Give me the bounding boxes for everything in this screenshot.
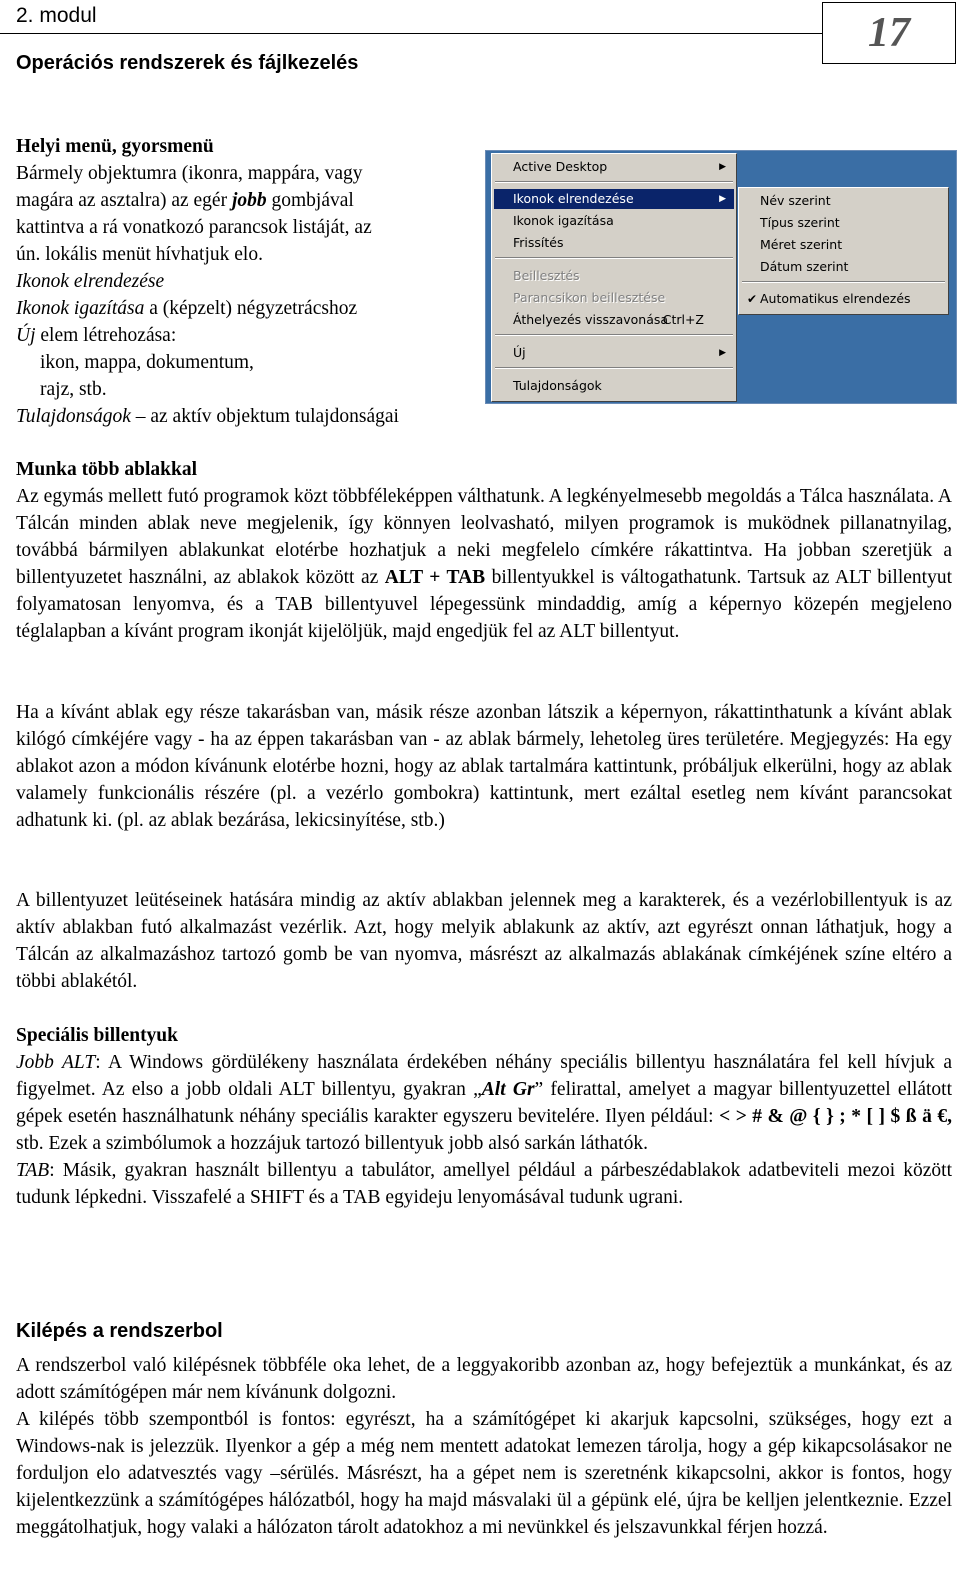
- arrange-icons-submenu: [738, 187, 949, 315]
- menu-item-undo-move[interactable]: Áthelyezés visszavonása Ctrl+Z: [494, 310, 734, 330]
- paragraph: Ha a kívánt ablak egy része takarásban van, másik része azonban látszik a képernyon, rákattinthatunk a kívánt ablak kilógó címkéjére vagy - ha az éppen takarásban van - az ablak bármely, lehetoleg üres területére. Megjegyzés: Ha egy ablakot azon a módon kívánunk elotérbe hozni, hogy az ablak tartalmára kattintunk, próbáljuk elkerülni, hogy az ablak valamely funkcionális részére (pl. a vezérlo gombokra) kattintunk, mert ezáltal esetleg nem kívánt parancsokat adhatunk ki. (pl. az ablak bezárása, lekicsinyítése, stb.): [16, 702, 952, 831]
- menu-item-refresh[interactable]: Frissítés: [513, 235, 564, 250]
- submenu-item-by-date[interactable]: Dátum szerint: [760, 259, 849, 274]
- submenu-item-auto-arrange[interactable]: ✔ Automatikus elrendezés: [741, 289, 946, 309]
- section-helyi-menu: [16, 133, 476, 430]
- submenu-item-by-type[interactable]: Típus szerint: [760, 215, 840, 230]
- paragraph: TAB: Másik, gyakran használt billentyu a tabulátor, amellyel például a párbeszédablakok adatbeviteli mezoi között tudunk lépkedni. Visszafelé a SHIFT és a TAB egyideju lenyomásával tudunk ugrani.: [16, 1160, 952, 1208]
- menu-item-paste: Beillesztés: [513, 268, 580, 283]
- menu-item-line-up-icons[interactable]: Ikonok igazítása: [513, 213, 614, 228]
- context-menu: [491, 153, 737, 402]
- section-munka-tobb-ablakkal: [16, 456, 952, 645]
- section-kilepes: [16, 1352, 952, 1541]
- context-menu-screenshot: [485, 150, 957, 404]
- text-line: Bármely objektumra (ikonra, mappára, vagy: [16, 163, 363, 184]
- menu-separator: [495, 334, 733, 336]
- paragraph: A rendszerbol való kilépésnek többféle oka lehet, de a leggyakoribb azonban az, hogy befejeztük a munkánkat, és az adott számítógépen már nem kívánunk dolgozni.: [16, 1355, 952, 1403]
- menu-item-new[interactable]: Új ▶: [494, 343, 734, 363]
- text-line: Tulajdonságok – az aktív objektum tulajdonságai: [16, 406, 399, 427]
- text-line: magára az asztalra) az egér jobb gombjával: [16, 190, 354, 211]
- section-specialis-billentyuk: [16, 1022, 952, 1211]
- section-heading: Helyi menü, gyorsmenü: [16, 136, 214, 157]
- text-line: rajz, stb.: [40, 379, 107, 400]
- menu-separator: [495, 367, 733, 369]
- menu-separator: [495, 257, 733, 259]
- checkmark-icon: ✔: [747, 292, 758, 306]
- paragraph: Az egymás mellett futó programok közt többféleképpen válthatunk. A legkényelmesebb megoldás a Tálca használata. A Tálcán minden ablak neve megjelenik, így könnyen leolvasható, milyen programok is muködnek pillanatnyilag, továbbá bármilyen ablakunkat elotérbe hozhatjuk a neki megfelelo címkére rákattintva. Ha jobban szeretjük a billentyuzetet használni, az ablakok között az ALT + TAB billentyukkel is váltogathatunk. Tartsuk az ALT billentyut folyamatosan lenyomva, és a TAB billentyuvel lépegessünk mindaddig, amíg a képernyo közepén megjeleno téglalapban a kívánt program ikonját kijelöljük, majd engedjük fel az ALT billentyut.: [16, 486, 952, 642]
- menu-separator: [495, 181, 733, 183]
- text-line: Ikonok igazítása a (képzelt) négyzetrácshoz: [16, 298, 358, 319]
- chevron-right-icon: ▶: [719, 348, 726, 358]
- menu-item-paste-shortcut: Parancsikon beillesztése: [513, 290, 666, 305]
- text-line: ún. lokális menüt hívhatjuk elo.: [16, 244, 263, 265]
- menu-item-arrange-icons[interactable]: Ikonok elrendezése ▶: [494, 189, 734, 209]
- text-line: Új elem létrehozása:: [16, 325, 177, 346]
- submenu-item-by-name[interactable]: Név szerint: [760, 193, 831, 208]
- menu-item-properties[interactable]: Tulajdonságok: [513, 378, 602, 393]
- menu-separator: [742, 281, 945, 283]
- chevron-right-icon: ▶: [719, 194, 726, 204]
- section-heading: Speciális billentyuk: [16, 1025, 178, 1046]
- paragraph: A kilépés több szempontból is fontos: egyrészt, ha a számítógépet ki akarjuk kapcsolni, szükséges, hogy ezt a Windows-nak is jelezzük. Ilyenkor a gép a még nem mentett adatokat lemezen tárolja, hogy a gép kikapcsolásakor ne forduljon elo adatvesztés vagy –sérülés. Másrészt, ha a gépet nem is szeretnénk kikapcsolni, akkor is fontos, hogy kijelentkezzünk a számítógépes hálózatból, hogy ha majd másvalaki ül a gépünk elé, újra be kelljen jelentkeznie. Ezzel meggátolhatjuk, hogy valaki a hálózaton tárolt adatokhoz a mi nevünkkel és jelszavunkkal férjen hozzá.: [16, 1409, 952, 1538]
- text-line: Ikonok elrendezése: [16, 271, 165, 292]
- text-line: ikon, mappa, dokumentum,: [40, 352, 254, 373]
- shortcut-label: Ctrl+Z: [662, 312, 704, 327]
- module-label: 2. modul: [16, 4, 97, 27]
- paragraph: A billentyuzet leütéseinek hatására mindig az aktív ablakban jelennek meg a karakterek, és a vezérlobillentyuk is az aktív ablakban futó alkalmazást vezérlik. Azt, hogy melyik ablakunk az aktív, azt egyrészt onnan láthatjuk, hogy a Tálcán az alkalmazáshoz tartozó gomb be van nyomva, másrészt az alkalmazás ablakának címkéjének színe eltéro a többi ablakétól.: [16, 890, 952, 992]
- section-heading: Kilépés a rendszerbol: [16, 1320, 223, 1342]
- chapter-title: Operációs rendszerek és fájlkezelés: [16, 52, 359, 74]
- submenu-item-by-size[interactable]: Méret szerint: [760, 237, 843, 252]
- text-line: kattintva a rá vonatkozó parancsok listáját, az: [16, 217, 372, 238]
- chevron-right-icon: ▶: [719, 162, 726, 172]
- section-heading: Munka több ablakkal: [16, 459, 197, 480]
- page-number: 17: [822, 2, 956, 64]
- paragraph: Jobb ALT: A Windows gördülékeny használata érdekében néhány speciális billentyu használatára fel kell hívjuk a figyelmet. Az elso a jobb oldali ALT billentyu, gyakran „Alt Gr” felirattal, amelyet a magyar billentyuzettel ellátott gépek esetén használhatunk néhány speciális karakter egyszeru bevitelére. Ilyen például: < > # & @ { } ; * [ ] $ ß ä €, stb. Ezek a szimbólumok a hozzájuk tartozó billentyuk jobb alsó sarkán láthatók.: [16, 1052, 953, 1154]
- menu-item-active-desktop[interactable]: Active Desktop ▶: [494, 157, 734, 177]
- header-rule: [0, 33, 826, 34]
